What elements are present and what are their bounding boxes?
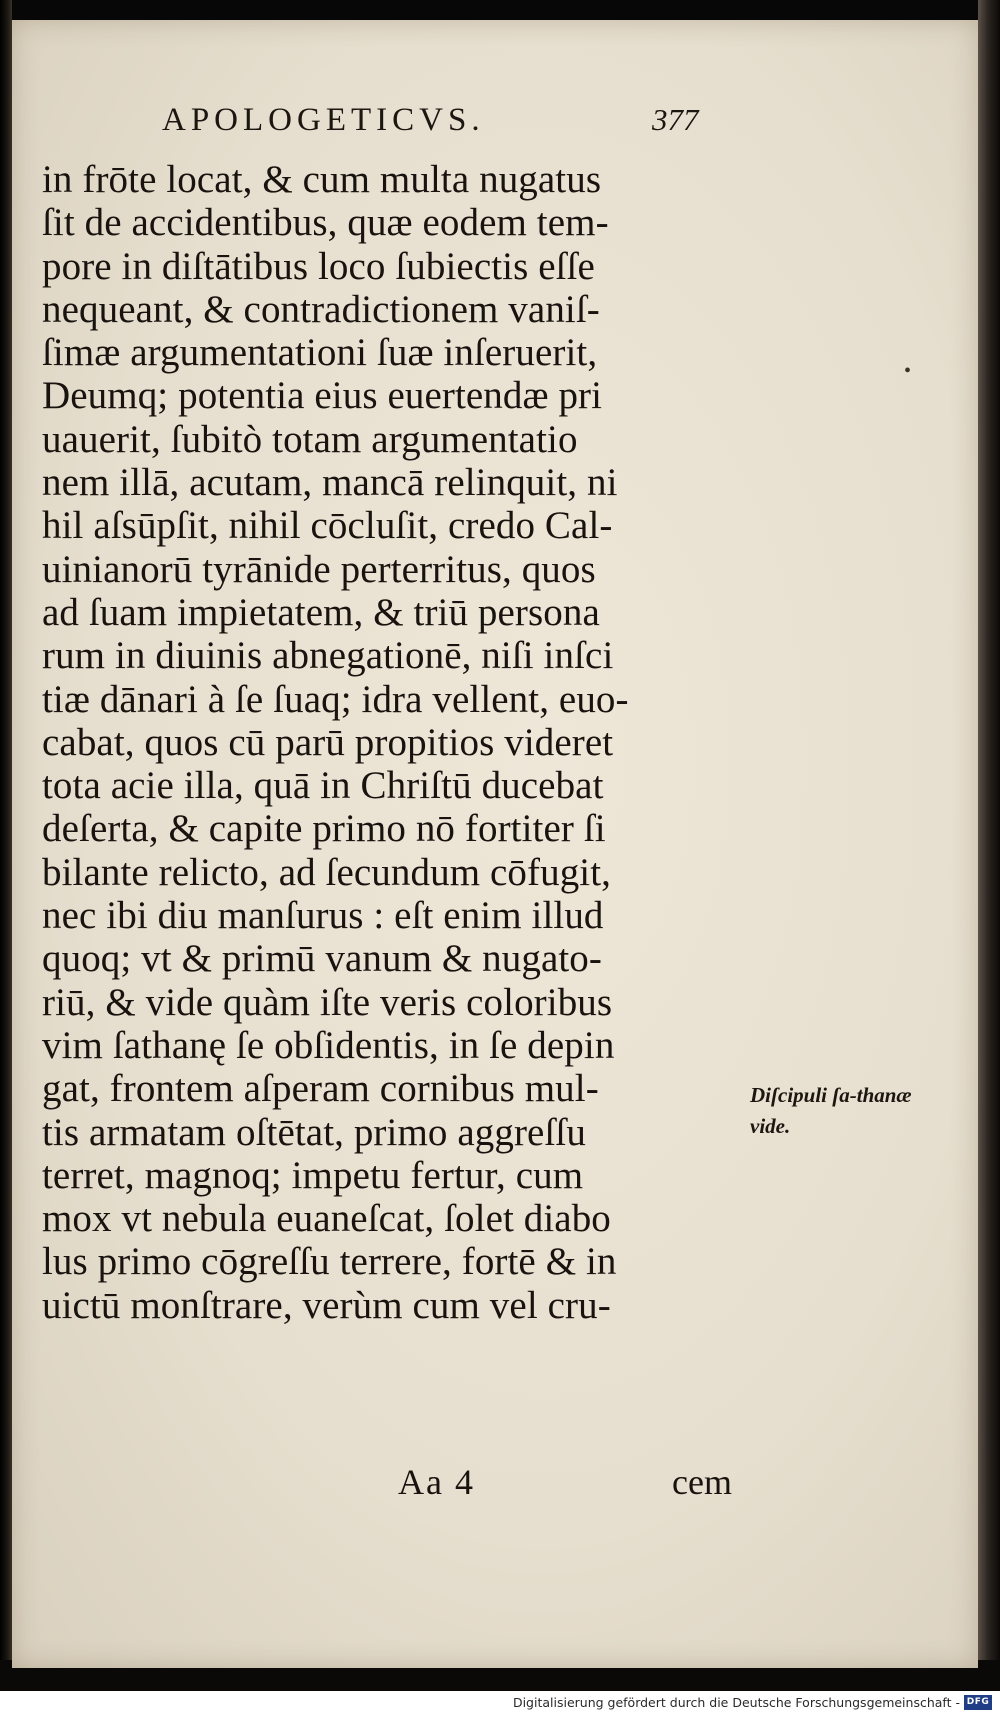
book-page bbox=[12, 20, 978, 1668]
text-line: ad ſuam impietatem, & triū persona bbox=[42, 590, 600, 634]
text-line: terret, magnoq; impetu fertur, cum bbox=[42, 1153, 584, 1197]
text-line: bilante relicto, ad ſecundum cōfugit, bbox=[42, 850, 612, 894]
text-line: in frōte locat, & cum multa nugatus bbox=[42, 158, 602, 201]
body-text bbox=[42, 158, 742, 1327]
text-line: lus primo cōgreſſu terrere, fortē & in bbox=[42, 1240, 617, 1284]
running-title: APOLOGETICVS. bbox=[162, 102, 485, 138]
text-line: nequeant, & contradictionem vaniſ- bbox=[42, 287, 600, 331]
text-line: ſimæ argumentationi ſuæ inſeruerit, bbox=[42, 331, 598, 375]
text-line: ſit de accidentibus, quæ eodem tem- bbox=[42, 201, 609, 245]
margin-mark: • bbox=[904, 360, 912, 382]
text-line: Deumq; potentia eius euertendæ pri bbox=[42, 374, 603, 418]
page-header bbox=[12, 102, 978, 152]
text-line: uinianorū tyrānide perterritus, quos bbox=[42, 547, 596, 591]
text-line: tota acie illa, quā in Chriſtū ducebat bbox=[42, 764, 604, 808]
text-line: quoq; vt & primū vanum & nugato- bbox=[42, 937, 602, 981]
text-line: riū, & vide quàm iſte veris coloribus bbox=[42, 980, 613, 1024]
footer bbox=[0, 1691, 1000, 1715]
page-edge bbox=[978, 0, 1000, 1690]
text-line: uictū monſtrare, verùm cum vel cru- bbox=[42, 1283, 611, 1327]
text-line: nec ibi diu manſurus : eſt enim illud bbox=[42, 894, 604, 938]
footer-credit: Digitalisierung gefördert durch die Deutsche Forschungsgemeinschaft - bbox=[512, 1695, 960, 1710]
text-line: hil aſsūpſit, nihil cōcluſit, credo Cal- bbox=[42, 504, 613, 548]
text-line: rum in diuinis abnegationē, niſi inſci bbox=[42, 634, 614, 678]
text-line: deſerta, & capite primo nō fortiter ſi bbox=[42, 807, 606, 851]
text-line: tiæ dānari à ſe ſuaq; idra vellent, euo- bbox=[42, 677, 629, 721]
signature-mark: Aa 4 bbox=[398, 1462, 475, 1502]
text-line: uauerit, ſubitò totam argumentatio bbox=[42, 417, 578, 461]
text-line: nem illā, acutam, mancā relinquit, ni bbox=[42, 461, 618, 505]
text-line: vim ſathanę ſe obſidentis, in ſe depin bbox=[42, 1023, 615, 1067]
catchword: cem bbox=[672, 1462, 732, 1502]
top-border bbox=[0, 0, 1000, 22]
text-line: tis armatam oſtētat, primo aggreſſu bbox=[42, 1110, 586, 1154]
text-line: pore in diſtātibus loco ſubiectis eſſe bbox=[42, 244, 595, 288]
book-spine bbox=[0, 0, 12, 1690]
text-line: cabat, quos cū parū propitios videret bbox=[42, 720, 614, 764]
text-line: gat, frontem aſperam cornibus mul- bbox=[42, 1067, 599, 1111]
page-number: 377 bbox=[652, 102, 699, 137]
marginal-note: Diſcipuli ſa-thanæ vide. bbox=[750, 1083, 912, 1138]
text-line: mox vt nebula euaneſcat, ſolet diabo bbox=[42, 1197, 611, 1241]
dfg-logo: DFG bbox=[964, 1695, 992, 1710]
